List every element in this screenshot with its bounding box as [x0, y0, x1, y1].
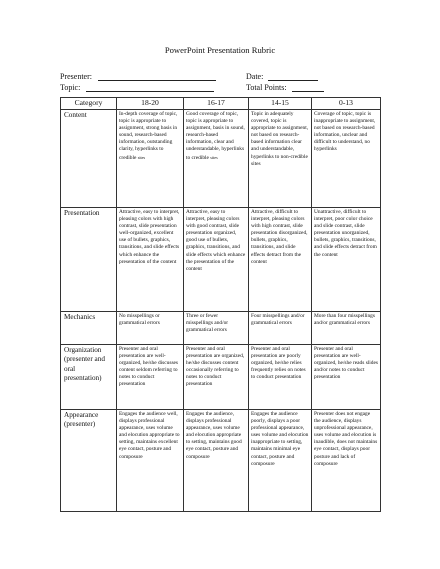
header-category: Category: [61, 98, 117, 110]
table-row: [61, 410, 381, 512]
header-row: [61, 98, 381, 110]
cell-tail: sites: [137, 154, 146, 160]
cell-text: Good coverage of topic, topic is appropriate to assignment, basis in sound, research-based information, clear and understandable, hyperlinks to credible: [186, 111, 245, 161]
score-cell: Attractive, difficult to interpret, pleasing colors with high contrast, slide presentation disorganized, bullets, graphics, transitions, and slide effects detract from the content: [249, 208, 312, 312]
score-cell: Attractive, easy to interpret, pleasing colors with good contrast, slide presentation organized, good use of bullets, graphics, transitions, and slide effects which enhance the presentation of the content: [184, 208, 249, 312]
rubric-title: PowerPoint Presentation Rubric: [164, 45, 276, 55]
score-cell: Four misspellings and/or grammatical errors: [249, 312, 312, 345]
category-cell: Content: [61, 110, 117, 208]
score-cell: No misspellings or grammatical errors: [117, 312, 184, 345]
rubric-table: [60, 97, 381, 512]
category-cell: Mechanics: [61, 312, 117, 345]
header-0-13: 0-13: [312, 98, 381, 110]
presenter-line: [98, 73, 216, 81]
topic-field: [60, 83, 214, 92]
header-18-20: 18-20: [117, 98, 184, 110]
table-row: [61, 345, 381, 410]
date-field: [246, 72, 318, 81]
date-line: [268, 73, 318, 81]
score-cell: [117, 110, 184, 208]
category-cell: Presentation: [61, 208, 117, 312]
total-points-field: [246, 83, 324, 92]
category-cell: Organization (presenter and oral presentation): [61, 345, 117, 410]
score-cell: Presenter and oral presentation are well-organized, he/she discusses content seldom referring to notes to conduct presentation: [117, 345, 184, 410]
table-row: [61, 208, 381, 312]
score-cell: Coverage of topic, topic is inappropriate to assignment, not based on research-based information, unclear and difficult to understand, no hyperlinks: [312, 110, 381, 208]
score-cell: Attractive, easy to interpret, pleasing colors with high contrast, slide presentation well-organized, excellent use of bullets, graphics, transitions, and slide effects which enhance the presentation of the content: [117, 208, 184, 312]
topic-label: Topic:: [60, 83, 81, 92]
presenter-field: [60, 72, 216, 81]
score-cell: Engages the audience poorly, displays a poor professional appearance, uses volume and elocution inappropriate to setting, maintains minimal eye contact, posture and composure: [249, 410, 312, 512]
topic-line: [86, 84, 214, 92]
header-14-15: 14-15: [249, 98, 312, 110]
presenter-label: Presenter:: [60, 72, 92, 81]
total-points-line: [292, 84, 324, 92]
score-cell: [184, 110, 249, 208]
score-cell: Engages the audience, displays professional appearance, uses volume and elocution appropriate to setting, maintains good eye contact, posture and composure: [184, 410, 249, 512]
table-row: [61, 312, 381, 345]
score-cell: Presenter does not engage the audience, displays unprofessional appearance, uses volume and elocution is inaudible, does not maintains eye contact, displays poor posture and lack of composure: [312, 410, 381, 512]
category-cell: Appearance (presenter): [61, 410, 117, 512]
score-cell: Unattractive, difficult to interpret, poor color choice and slide contrast, slide presentation unorganized, bullets, graphics, transitions, and slide effects detract from the content: [312, 208, 381, 312]
score-cell: Presenter and oral presentation are organized, he/she discusses content occasionally referring to notes to conduct presentation: [184, 345, 249, 410]
score-cell: Engages the audience well, displays professional appearance, uses volume and elocution appropriate to setting, maintains excellent eye contact, posture and composure: [117, 410, 184, 512]
header-16-17: 16-17: [184, 98, 249, 110]
table-row: [61, 110, 381, 208]
date-label: Date:: [246, 72, 264, 81]
cell-text: In-depth coverage of topic, topic is appropriate to assignment, strong basis in sound, research-based information, outstanding clarity, hyperlinks to credible: [119, 111, 178, 161]
score-cell: More than four misspellings and/or grammatical errors: [312, 312, 381, 345]
score-cell: Three or fewer misspellings and/or grammatical errors: [184, 312, 249, 345]
cell-tail: sites: [210, 154, 218, 160]
score-cell: Presenter and oral presentation are poorly organized, he/she relies frequently relies on notes to conduct presentation: [249, 345, 312, 410]
score-cell: Presenter and oral presentation are well-organized, he/she reads slides and/or notes to conduct presentation: [312, 345, 381, 410]
total-points-label: Total Points:: [246, 83, 287, 92]
score-cell: Topic in adequately covered, topic is appropriate to assignment, not based on research-based information clear and understandable, hyperlinks to non-credible sites: [249, 110, 312, 208]
